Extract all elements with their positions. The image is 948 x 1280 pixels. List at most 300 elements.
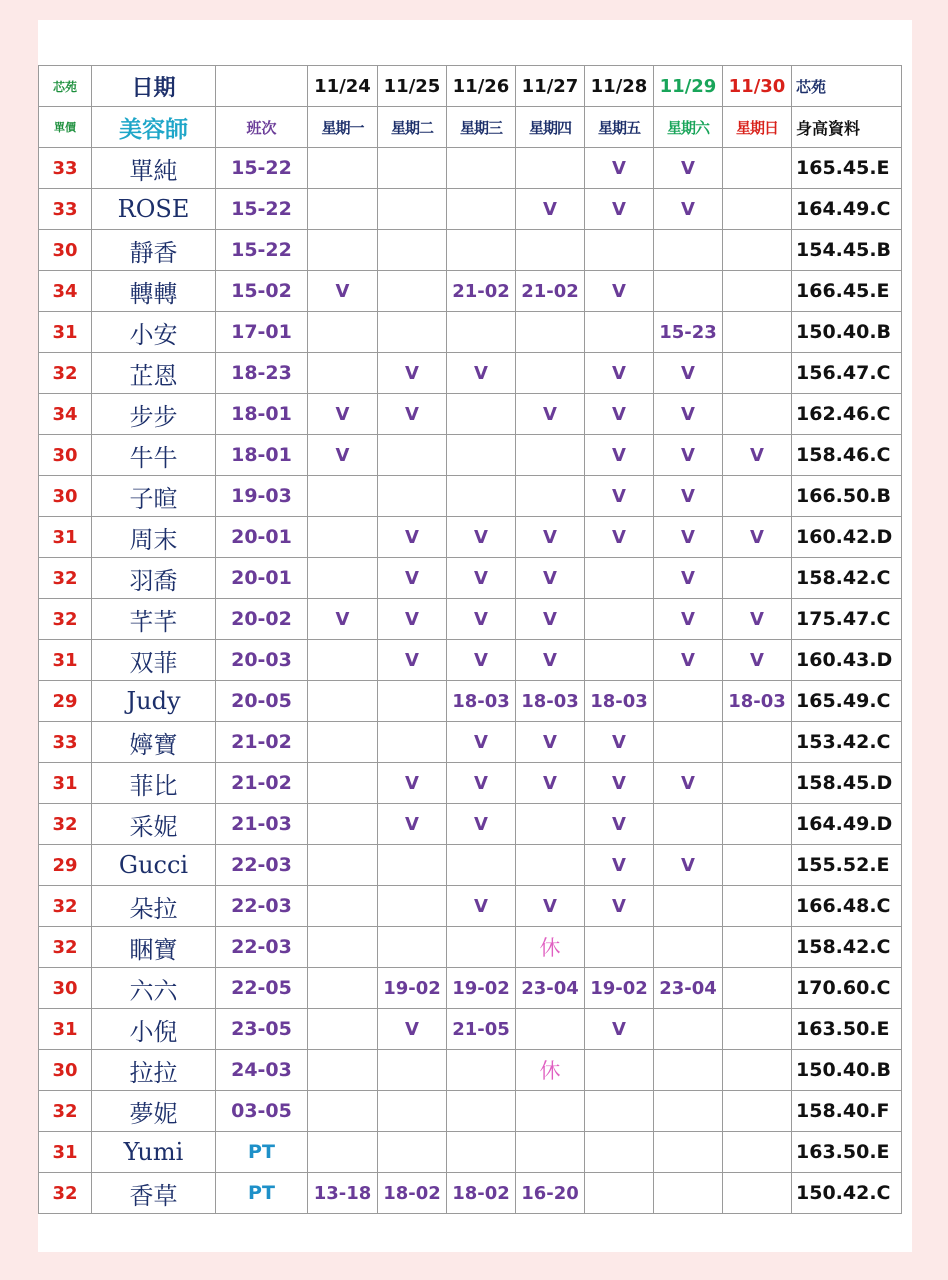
beautician-name: Yumi [92, 1132, 216, 1173]
day-cell [308, 1091, 378, 1132]
price-cell: 29 [39, 681, 92, 722]
table-row [39, 886, 902, 927]
day-cell [308, 681, 378, 722]
price-cell: 33 [39, 148, 92, 189]
day-cell [308, 1132, 378, 1173]
day-cell [723, 558, 792, 599]
date-col-2: 11/25 [378, 66, 447, 107]
beautician-name: 睏寶 [92, 927, 216, 968]
day-cell [378, 722, 447, 763]
table-row [39, 804, 902, 845]
day-cell: V [654, 599, 723, 640]
day-cell: 18-03 [585, 681, 654, 722]
height-cell: 150.40.B [792, 1050, 902, 1091]
price-cell: 32 [39, 353, 92, 394]
table-row [39, 1091, 902, 1132]
shift-cell: 22-03 [216, 886, 308, 927]
day-cell: 18-03 [516, 681, 585, 722]
beautician-name: 采妮 [92, 804, 216, 845]
day-cell [308, 640, 378, 681]
beautician-name: 香草 [92, 1173, 216, 1214]
table-row [39, 763, 902, 804]
day-cell [585, 1132, 654, 1173]
day-cell [516, 845, 585, 886]
day-cell [447, 394, 516, 435]
day-cell: 休 [516, 927, 585, 968]
shift-cell: 15-22 [216, 148, 308, 189]
day-cell: V [447, 640, 516, 681]
day-cell: V [516, 558, 585, 599]
price-cell: 34 [39, 271, 92, 312]
day-cell [654, 886, 723, 927]
day-cell: V [447, 763, 516, 804]
price-cell: 32 [39, 886, 92, 927]
date-col-1: 11/24 [308, 66, 378, 107]
table-row [39, 1132, 902, 1173]
price-cell: 34 [39, 394, 92, 435]
shift-label: 班次 [216, 107, 308, 148]
day-cell: V [585, 271, 654, 312]
shift-cell: 20-05 [216, 681, 308, 722]
height-cell: 150.40.B [792, 312, 902, 353]
beautician-name: 步步 [92, 394, 216, 435]
shift-cell: 18-01 [216, 394, 308, 435]
price-cell: 31 [39, 517, 92, 558]
height-cell: 158.46.C [792, 435, 902, 476]
beautician-name: 靜香 [92, 230, 216, 271]
day-cell [447, 435, 516, 476]
day-cell: 21-05 [447, 1009, 516, 1050]
day-cell: 23-04 [516, 968, 585, 1009]
height-cell: 163.50.E [792, 1132, 902, 1173]
table-row [39, 476, 902, 517]
height-cell: 160.42.D [792, 517, 902, 558]
beautician-name: 周末 [92, 517, 216, 558]
day-cell [654, 1050, 723, 1091]
beautician-name: 芊芊 [92, 599, 216, 640]
day-cell: V [447, 353, 516, 394]
date-col-7: 11/30 [723, 66, 792, 107]
day-cell [723, 230, 792, 271]
day-cell [378, 189, 447, 230]
day-cell: V [516, 763, 585, 804]
height-cell: 153.42.C [792, 722, 902, 763]
day-cell [308, 148, 378, 189]
day-cell [308, 763, 378, 804]
shift-cell: 15-22 [216, 189, 308, 230]
beautician-name: 夢妮 [92, 1091, 216, 1132]
day-cell [654, 1091, 723, 1132]
beautician-name: 轉轉 [92, 271, 216, 312]
day-cell [723, 1009, 792, 1050]
schedule-table [38, 65, 902, 1214]
day-cell [654, 1173, 723, 1214]
header-blank [216, 66, 308, 107]
day-cell [308, 968, 378, 1009]
table-row [39, 681, 902, 722]
price-cell: 32 [39, 1173, 92, 1214]
day-cell: V [378, 394, 447, 435]
table-row [39, 845, 902, 886]
beautician-name: 小安 [92, 312, 216, 353]
day-cell [308, 886, 378, 927]
day-cell: V [516, 722, 585, 763]
day-cell: V [654, 640, 723, 681]
day-cell: V [585, 845, 654, 886]
day-cell: 18-03 [447, 681, 516, 722]
shift-cell: 22-03 [216, 845, 308, 886]
day-cell [447, 230, 516, 271]
day-cell [723, 312, 792, 353]
table-row [39, 353, 902, 394]
day-cell: V [308, 271, 378, 312]
day-cell: V [516, 394, 585, 435]
price-cell: 30 [39, 968, 92, 1009]
height-cell: 158.42.C [792, 558, 902, 599]
shift-cell: 18-01 [216, 435, 308, 476]
day-cell [378, 1132, 447, 1173]
beautician-label: 美容師 [92, 107, 216, 148]
day-cell [585, 599, 654, 640]
day-cell: V [654, 353, 723, 394]
day-cell: 18-03 [723, 681, 792, 722]
day-cell [447, 476, 516, 517]
day-cell: V [585, 804, 654, 845]
beautician-name: 六六 [92, 968, 216, 1009]
day-cell [516, 148, 585, 189]
day-cell [308, 230, 378, 271]
day-cell: V [585, 189, 654, 230]
day-cell [447, 1132, 516, 1173]
day-cell [308, 353, 378, 394]
day-cell [516, 804, 585, 845]
day-cell [308, 804, 378, 845]
day-cell: 19-02 [447, 968, 516, 1009]
brand-right: 芯苑 [792, 66, 902, 107]
day-cell: V [516, 640, 585, 681]
day-cell: V [723, 435, 792, 476]
day-cell: 15-23 [654, 312, 723, 353]
table-row [39, 189, 902, 230]
beautician-name: 小倪 [92, 1009, 216, 1050]
table-row [39, 1050, 902, 1091]
price-cell: 31 [39, 763, 92, 804]
table-row [39, 722, 902, 763]
height-cell: 150.42.C [792, 1173, 902, 1214]
height-cell: 165.45.E [792, 148, 902, 189]
day-cell [585, 927, 654, 968]
day-cell: V [585, 476, 654, 517]
day-cell [516, 1091, 585, 1132]
day-cell: V [516, 189, 585, 230]
brand-left: 芯苑 [39, 66, 92, 107]
shift-cell: 18-23 [216, 353, 308, 394]
price-cell: 31 [39, 312, 92, 353]
day-cell [723, 1173, 792, 1214]
day-cell [585, 230, 654, 271]
beautician-name: 嬣寶 [92, 722, 216, 763]
day-cell [723, 271, 792, 312]
height-cell: 158.45.D [792, 763, 902, 804]
beautician-name: 芷恩 [92, 353, 216, 394]
day-cell [654, 681, 723, 722]
height-cell: 154.45.B [792, 230, 902, 271]
price-cell: 32 [39, 804, 92, 845]
table-row [39, 558, 902, 599]
day-cell: V [447, 886, 516, 927]
beautician-name: Judy [92, 681, 216, 722]
day-cell [378, 271, 447, 312]
price-cell: 31 [39, 1132, 92, 1173]
day-cell [654, 927, 723, 968]
day-cell: V [447, 517, 516, 558]
beautician-name: 子暄 [92, 476, 216, 517]
day-cell: V [516, 599, 585, 640]
day-cell: V [723, 599, 792, 640]
day-cell: V [654, 845, 723, 886]
table-row [39, 394, 902, 435]
beautician-name: Gucci [92, 845, 216, 886]
day-cell [654, 1009, 723, 1050]
height-cell: 156.47.C [792, 353, 902, 394]
day-cell: V [723, 517, 792, 558]
shift-cell: 20-01 [216, 558, 308, 599]
table-row [39, 517, 902, 558]
day-cell [447, 1091, 516, 1132]
day-cell: V [447, 558, 516, 599]
shift-cell: 22-05 [216, 968, 308, 1009]
day-cell [585, 1173, 654, 1214]
height-cell: 170.60.C [792, 968, 902, 1009]
price-cell: 31 [39, 1009, 92, 1050]
day-cell: 21-02 [447, 271, 516, 312]
day-cell [308, 189, 378, 230]
height-cell: 164.49.D [792, 804, 902, 845]
day-cell: V [516, 517, 585, 558]
schedule-sheet [38, 20, 912, 1252]
day-cell: V [654, 558, 723, 599]
day-cell: V [378, 558, 447, 599]
day-cell [723, 1132, 792, 1173]
day-cell: 23-04 [654, 968, 723, 1009]
day-cell [308, 845, 378, 886]
day-cell: V [585, 435, 654, 476]
shift-cell: 03-05 [216, 1091, 308, 1132]
day-cell [723, 804, 792, 845]
day-cell [585, 312, 654, 353]
day-cell: 13-18 [308, 1173, 378, 1214]
day-cell [516, 230, 585, 271]
table-row [39, 312, 902, 353]
date-col-4: 11/27 [516, 66, 585, 107]
table-row [39, 271, 902, 312]
height-cell: 158.40.F [792, 1091, 902, 1132]
day-cell: V [654, 394, 723, 435]
price-cell: 33 [39, 189, 92, 230]
day-cell [585, 1091, 654, 1132]
shift-cell: 19-03 [216, 476, 308, 517]
day-cell [378, 681, 447, 722]
day-cell [308, 476, 378, 517]
weekday-4: 星期四 [516, 107, 585, 148]
shift-cell: 21-02 [216, 763, 308, 804]
day-cell [378, 230, 447, 271]
shift-cell: 22-03 [216, 927, 308, 968]
price-label: 單價 [39, 107, 92, 148]
day-cell: V [378, 763, 447, 804]
price-cell: 33 [39, 722, 92, 763]
weekday-7: 星期日 [723, 107, 792, 148]
height-cell: 166.48.C [792, 886, 902, 927]
day-cell: V [654, 476, 723, 517]
day-cell: 18-02 [447, 1173, 516, 1214]
header-row-labels [39, 107, 902, 148]
table-row [39, 968, 902, 1009]
price-cell: 30 [39, 476, 92, 517]
day-cell [516, 1009, 585, 1050]
day-cell [378, 927, 447, 968]
beautician-name: 單純 [92, 148, 216, 189]
day-cell [585, 640, 654, 681]
price-cell: 32 [39, 1091, 92, 1132]
shift-cell: 15-02 [216, 271, 308, 312]
day-cell [585, 1050, 654, 1091]
shift-cell: PT [216, 1173, 308, 1214]
day-cell: 16-20 [516, 1173, 585, 1214]
height-cell: 175.47.C [792, 599, 902, 640]
day-cell: V [654, 517, 723, 558]
day-cell: 18-02 [378, 1173, 447, 1214]
day-cell [654, 230, 723, 271]
day-cell [308, 722, 378, 763]
beautician-name: 牛牛 [92, 435, 216, 476]
height-cell: 166.45.E [792, 271, 902, 312]
day-cell: V [308, 394, 378, 435]
day-cell [378, 435, 447, 476]
table-row [39, 640, 902, 681]
day-cell [723, 886, 792, 927]
date-col-3: 11/26 [447, 66, 516, 107]
day-cell: 19-02 [585, 968, 654, 1009]
day-cell: V [585, 394, 654, 435]
beautician-name: ROSE [92, 189, 216, 230]
day-cell: V [308, 435, 378, 476]
day-cell [447, 927, 516, 968]
day-cell: V [516, 886, 585, 927]
day-cell: 21-02 [516, 271, 585, 312]
height-cell: 164.49.C [792, 189, 902, 230]
shift-cell: 15-22 [216, 230, 308, 271]
day-cell: V [654, 435, 723, 476]
day-cell: V [308, 599, 378, 640]
roster-body [39, 148, 902, 1214]
day-cell [585, 558, 654, 599]
day-cell [308, 927, 378, 968]
day-cell [654, 722, 723, 763]
date-col-5: 11/28 [585, 66, 654, 107]
day-cell: V [585, 763, 654, 804]
shift-cell: 20-03 [216, 640, 308, 681]
weekday-2: 星期二 [378, 107, 447, 148]
height-cell: 160.43.D [792, 640, 902, 681]
shift-cell: 24-03 [216, 1050, 308, 1091]
date-col-6: 11/29 [654, 66, 723, 107]
table-row [39, 1173, 902, 1214]
day-cell [378, 1091, 447, 1132]
day-cell [447, 189, 516, 230]
height-cell: 155.52.E [792, 845, 902, 886]
shift-cell: PT [216, 1132, 308, 1173]
day-cell: V [585, 1009, 654, 1050]
table-row [39, 435, 902, 476]
day-cell [516, 1132, 585, 1173]
day-cell [378, 886, 447, 927]
beautician-name: 羽喬 [92, 558, 216, 599]
day-cell [723, 968, 792, 1009]
shift-cell: 20-02 [216, 599, 308, 640]
day-cell: V [585, 517, 654, 558]
day-cell [308, 517, 378, 558]
day-cell: V [654, 763, 723, 804]
weekday-1: 星期一 [308, 107, 378, 148]
day-cell: V [378, 640, 447, 681]
table-row [39, 1009, 902, 1050]
beautician-name: 双菲 [92, 640, 216, 681]
day-cell: V [585, 353, 654, 394]
day-cell: V [378, 599, 447, 640]
day-cell: V [723, 640, 792, 681]
day-cell [723, 1050, 792, 1091]
price-cell: 31 [39, 640, 92, 681]
table-row [39, 599, 902, 640]
day-cell: V [378, 353, 447, 394]
day-cell [308, 1009, 378, 1050]
price-cell: 29 [39, 845, 92, 886]
date-label: 日期 [92, 66, 216, 107]
day-cell [654, 804, 723, 845]
day-cell: V [447, 804, 516, 845]
price-cell: 32 [39, 927, 92, 968]
day-cell [516, 476, 585, 517]
day-cell: V [447, 599, 516, 640]
day-cell [308, 312, 378, 353]
day-cell [447, 1050, 516, 1091]
day-cell [378, 1050, 447, 1091]
price-cell: 30 [39, 230, 92, 271]
day-cell: V [654, 148, 723, 189]
table-row [39, 927, 902, 968]
shift-cell: 21-03 [216, 804, 308, 845]
day-cell [516, 353, 585, 394]
weekday-3: 星期三 [447, 107, 516, 148]
day-cell [723, 927, 792, 968]
shift-cell: 21-02 [216, 722, 308, 763]
weekday-5: 星期五 [585, 107, 654, 148]
day-cell [516, 435, 585, 476]
day-cell [723, 353, 792, 394]
day-cell [723, 394, 792, 435]
height-cell: 158.42.C [792, 927, 902, 968]
day-cell: V [378, 1009, 447, 1050]
day-cell [378, 312, 447, 353]
day-cell [378, 845, 447, 886]
day-cell: V [447, 722, 516, 763]
day-cell [378, 148, 447, 189]
day-cell: V [585, 148, 654, 189]
beautician-name: 拉拉 [92, 1050, 216, 1091]
day-cell [723, 763, 792, 804]
day-cell [723, 189, 792, 230]
